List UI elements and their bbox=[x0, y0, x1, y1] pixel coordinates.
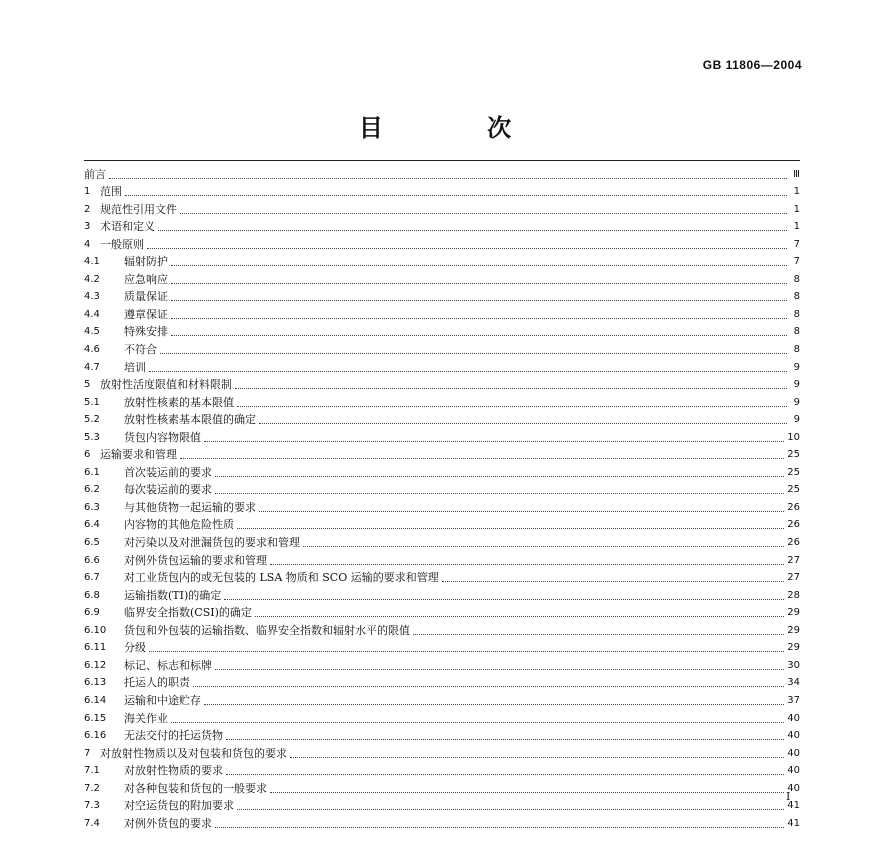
toc-entry[interactable] bbox=[84, 569, 800, 587]
toc-entry-page: 9 bbox=[793, 414, 800, 426]
toc-entry-page: 25 bbox=[787, 484, 800, 496]
toc-entry-number: 4.6 bbox=[84, 344, 100, 356]
toc-leader-dots bbox=[193, 685, 784, 687]
toc-entry[interactable] bbox=[84, 340, 800, 358]
toc-entry-number: 6.6 bbox=[84, 554, 100, 566]
toc-entry-number: 7.2 bbox=[84, 782, 100, 794]
toc-leader-dots bbox=[149, 650, 784, 652]
toc-entry-title: 遵章保证 bbox=[124, 307, 168, 321]
toc-entry[interactable] bbox=[84, 551, 800, 569]
toc-leader-dots bbox=[160, 352, 787, 354]
toc-leader-dots bbox=[171, 317, 787, 319]
toc-entry-page: 8 bbox=[793, 326, 800, 338]
toc-entry-number: 6.11 bbox=[84, 642, 107, 654]
toc-entry-page: 8 bbox=[793, 291, 800, 303]
toc-entry[interactable] bbox=[84, 428, 800, 446]
toc-entry-number: 6.10 bbox=[84, 624, 107, 636]
toc-entry-page: 7 bbox=[793, 238, 800, 250]
toc-leader-dots bbox=[237, 808, 784, 810]
toc-entry-title: 与其他货物一起运输的要求 bbox=[124, 500, 256, 514]
toc-entry-number: 6.13 bbox=[84, 677, 107, 689]
toc-entry-page: 9 bbox=[793, 361, 800, 373]
toc-entry[interactable] bbox=[84, 656, 800, 674]
toc-leader-dots bbox=[226, 738, 784, 740]
toc-entry-title: 对例外货包的要求 bbox=[124, 816, 212, 830]
toc-entry-title: 对污染以及对泄漏货包的要求和管理 bbox=[124, 536, 300, 550]
toc-entry-page: 40 bbox=[787, 712, 800, 724]
toc-entry[interactable] bbox=[84, 323, 800, 341]
toc-entry-number: 4.3 bbox=[84, 291, 100, 303]
toc-entry[interactable] bbox=[84, 305, 800, 323]
toc-entry-number: 6.16 bbox=[84, 730, 107, 742]
toc-entry[interactable] bbox=[84, 621, 800, 639]
toc-leader-dots bbox=[259, 422, 787, 424]
toc-entry-number: 4.2 bbox=[84, 273, 100, 285]
toc-entry-title: 运输和中途贮存 bbox=[124, 693, 201, 707]
toc-leader-dots bbox=[171, 282, 787, 284]
toc-entry-number: 4 bbox=[84, 238, 91, 250]
toc-entry[interactable] bbox=[84, 691, 800, 709]
toc-leader-dots bbox=[171, 264, 787, 266]
toc-leader-dots bbox=[442, 580, 785, 582]
toc-leader-dots bbox=[303, 545, 784, 547]
toc-leader-dots bbox=[171, 721, 784, 723]
toc-entry[interactable] bbox=[84, 235, 800, 253]
toc-leader-dots bbox=[215, 475, 784, 477]
toc-entry[interactable] bbox=[84, 586, 800, 604]
toc-entry[interactable] bbox=[84, 727, 800, 745]
toc-entry[interactable] bbox=[84, 446, 800, 464]
toc-leader-dots bbox=[171, 299, 787, 301]
toc-leader-dots bbox=[180, 457, 784, 459]
toc-leader-dots bbox=[125, 194, 787, 196]
toc-entry[interactable] bbox=[84, 674, 800, 692]
toc-entry-number: 5.1 bbox=[84, 396, 100, 408]
toc-entry-title: 术语和定义 bbox=[100, 220, 155, 234]
toc-entry-number: 6 bbox=[84, 449, 91, 461]
toc-leader-dots bbox=[255, 615, 784, 617]
toc-entry-page: 1 bbox=[793, 186, 800, 198]
toc-entry-number: 2 bbox=[84, 203, 91, 215]
toc-entry-number: 6.7 bbox=[84, 572, 100, 584]
toc-entry-title: 分级 bbox=[124, 641, 146, 655]
toc-entry-title: 运输指数(TI)的确定 bbox=[124, 588, 222, 602]
toc-entry-title: 培训 bbox=[124, 360, 146, 374]
toc-entry-page: 9 bbox=[793, 396, 800, 408]
toc-entry-page: Ⅲ bbox=[793, 168, 800, 180]
toc-entry-title: 货包内容物限值 bbox=[124, 430, 201, 444]
toc-entry-number: 4.5 bbox=[84, 326, 100, 338]
toc-entry-number: 7 bbox=[84, 747, 91, 759]
toc-entry-number: 7.4 bbox=[84, 817, 100, 829]
toc-entry-number: 6.8 bbox=[84, 589, 100, 601]
toc-entry[interactable] bbox=[84, 516, 800, 534]
standard-code: GB 11806—2004 bbox=[702, 58, 802, 72]
toc-entry-title: 对工业货包内的或无包装的 LSA 物质和 SCO 运输的要求和管理 bbox=[124, 571, 439, 585]
toc-entry-number: 5 bbox=[84, 379, 91, 391]
toc-leader-dots bbox=[204, 703, 784, 705]
toc-entry-page: 41 bbox=[787, 817, 800, 829]
toc-entry-title: 内容物的其他危险性质 bbox=[124, 518, 234, 532]
toc-leader-dots bbox=[224, 598, 784, 600]
toc-entry[interactable] bbox=[84, 165, 800, 183]
toc-leader-dots bbox=[171, 334, 787, 336]
toc-entry-title: 货包和外包装的运输指数、临界安全指数和辐射水平的限值 bbox=[124, 623, 410, 637]
toc-entry-page: 1 bbox=[793, 203, 800, 215]
toc-entry-number: 5.2 bbox=[84, 414, 100, 426]
toc-entry-number: 7.3 bbox=[84, 800, 100, 812]
toc-entry-page: 26 bbox=[787, 537, 800, 549]
toc-entry-page: 37 bbox=[787, 694, 800, 706]
toc-entry[interactable] bbox=[84, 183, 800, 201]
toc-entry[interactable] bbox=[84, 463, 800, 481]
toc-entry-title: 对各种包装和货包的一般要求 bbox=[124, 781, 267, 795]
toc-entry[interactable] bbox=[84, 253, 800, 271]
toc-entry[interactable] bbox=[84, 481, 800, 499]
page-title: 目 次 bbox=[358, 114, 560, 142]
toc-entry-page: 40 bbox=[787, 782, 800, 794]
toc-entry-number: 4.4 bbox=[84, 308, 100, 320]
toc-entry[interactable] bbox=[84, 376, 800, 394]
toc-entry-number: 6.12 bbox=[84, 659, 107, 671]
toc-entry-title: 对放射性物质以及对包装和货包的要求 bbox=[100, 746, 287, 760]
toc-entry[interactable] bbox=[84, 814, 800, 832]
toc-entry-title: 首次装运前的要求 bbox=[124, 465, 212, 479]
toc-entry-number: 6.9 bbox=[84, 607, 100, 619]
toc-entry-title: 特殊安排 bbox=[124, 325, 168, 339]
toc-leader-dots bbox=[235, 387, 787, 389]
toc-entry-title: 质量保证 bbox=[124, 290, 168, 304]
toc-leader-dots bbox=[109, 177, 787, 179]
toc-entry-number: 6.3 bbox=[84, 501, 100, 513]
toc-entry-page: 26 bbox=[787, 501, 800, 513]
toc-entry-page: 26 bbox=[787, 519, 800, 531]
toc-entry[interactable] bbox=[84, 411, 800, 429]
title-divider bbox=[84, 160, 800, 161]
toc-entry-page: 7 bbox=[793, 256, 800, 268]
toc-entry-number: 6.5 bbox=[84, 537, 100, 549]
toc-entry-title: 运输要求和管理 bbox=[100, 448, 177, 462]
toc-entry-page: 10 bbox=[787, 431, 800, 443]
toc-entry-page: 25 bbox=[787, 449, 800, 461]
toc-entry-title: 范围 bbox=[100, 185, 122, 199]
toc-entry-title: 对放射性物质的要求 bbox=[124, 764, 223, 778]
toc-entry[interactable] bbox=[84, 218, 800, 236]
toc-entry-page: 29 bbox=[787, 624, 800, 636]
toc-entry-title: 放射性活度限值和材料限制 bbox=[100, 378, 232, 392]
toc-entry[interactable] bbox=[84, 270, 800, 288]
toc-entry-title: 放射性核素基本限值的确定 bbox=[124, 413, 256, 427]
toc-leader-dots bbox=[180, 212, 787, 214]
toc-entry-page: 41 bbox=[787, 800, 800, 812]
toc-entry-title: 辐射防护 bbox=[124, 255, 168, 269]
toc-leader-dots bbox=[215, 826, 784, 828]
toc-entry-number: 6.1 bbox=[84, 466, 100, 478]
toc-leader-dots bbox=[290, 756, 784, 758]
toc-entry-number: 5.3 bbox=[84, 431, 100, 443]
toc-entry[interactable] bbox=[84, 604, 800, 622]
toc-entry-title: 放射性核素的基本限值 bbox=[124, 395, 234, 409]
toc-entry-page: 28 bbox=[787, 589, 800, 601]
toc-entry-title: 海关作业 bbox=[124, 711, 168, 725]
toc-entry-number: 4.7 bbox=[84, 361, 100, 373]
toc-entry[interactable] bbox=[84, 533, 800, 551]
toc-entry-page: 27 bbox=[787, 554, 800, 566]
toc-entry-page: 27 bbox=[787, 572, 800, 584]
toc-entry-page: 40 bbox=[787, 730, 800, 742]
toc-entry-page: 29 bbox=[787, 607, 800, 619]
toc-entry-number: 6.14 bbox=[84, 694, 107, 706]
toc-entry-number: 6.15 bbox=[84, 712, 107, 724]
toc-entry-title: 规范性引用文件 bbox=[100, 202, 177, 216]
toc-entry-page: 25 bbox=[787, 466, 800, 478]
toc-entry[interactable] bbox=[84, 498, 800, 516]
toc-leader-dots bbox=[215, 492, 784, 494]
toc-entry-page: 8 bbox=[793, 344, 800, 356]
toc-leader-dots bbox=[147, 247, 787, 249]
toc-entry[interactable] bbox=[84, 639, 800, 657]
toc-entry-title: 一般原则 bbox=[100, 237, 144, 251]
toc-entry-title: 每次装运前的要求 bbox=[124, 483, 212, 497]
toc-entry-page: 9 bbox=[793, 379, 800, 391]
toc-entry[interactable] bbox=[84, 200, 800, 218]
toc-entry-page: 8 bbox=[793, 308, 800, 320]
toc-entry-page: 34 bbox=[787, 677, 800, 689]
toc-leader-dots bbox=[215, 668, 784, 670]
toc-entry-title: 临界安全指数(CSI)的确定 bbox=[124, 606, 252, 620]
toc-entry-number: 6.2 bbox=[84, 484, 100, 496]
toc-entry-number: 1 bbox=[84, 186, 91, 198]
toc-leader-dots bbox=[270, 791, 784, 793]
toc-entry-title: 应急响应 bbox=[124, 272, 168, 286]
toc-entry-title: 不符合 bbox=[124, 343, 157, 357]
toc-leader-dots bbox=[149, 370, 787, 372]
toc-entry[interactable] bbox=[84, 779, 800, 797]
toc-leader-dots bbox=[204, 440, 784, 442]
toc-entry-title: 前言 bbox=[84, 167, 106, 181]
toc-entry-page: 40 bbox=[787, 747, 800, 759]
toc-leader-dots bbox=[226, 773, 784, 775]
toc-leader-dots bbox=[413, 633, 784, 635]
toc-entry-title: 对例外货包运输的要求和管理 bbox=[124, 553, 267, 567]
toc-entry-page: 8 bbox=[793, 273, 800, 285]
toc-entry[interactable] bbox=[84, 393, 800, 411]
toc-entry[interactable] bbox=[84, 744, 800, 762]
toc-entry-title: 无法交付的托运货物 bbox=[124, 729, 223, 743]
table-of-contents bbox=[84, 165, 800, 832]
toc-entry[interactable] bbox=[84, 762, 800, 780]
toc-entry-page: 30 bbox=[787, 659, 800, 671]
toc-entry-title: 标记、标志和标牌 bbox=[124, 658, 212, 672]
toc-entry-number: 6.4 bbox=[84, 519, 100, 531]
toc-entry-page: 29 bbox=[787, 642, 800, 654]
toc-entry-number: 7.1 bbox=[84, 765, 100, 777]
toc-leader-dots bbox=[158, 229, 787, 231]
toc-leader-dots bbox=[237, 405, 787, 407]
toc-entry[interactable] bbox=[84, 709, 800, 727]
toc-leader-dots bbox=[270, 563, 784, 565]
toc-entry[interactable] bbox=[84, 358, 800, 376]
toc-leader-dots bbox=[259, 510, 784, 512]
toc-leader-dots bbox=[237, 527, 784, 529]
toc-entry[interactable] bbox=[84, 797, 800, 815]
toc-entry-title: 托运人的职责 bbox=[124, 676, 190, 690]
toc-entry[interactable] bbox=[84, 288, 800, 306]
toc-entry-title: 对空运货包的附加要求 bbox=[124, 799, 234, 813]
toc-entry-page: 40 bbox=[787, 765, 800, 777]
toc-entry-page: 1 bbox=[793, 221, 800, 233]
toc-entry-number: 3 bbox=[84, 221, 91, 233]
page-number: I bbox=[786, 790, 791, 803]
toc-entry-number: 4.1 bbox=[84, 256, 100, 268]
